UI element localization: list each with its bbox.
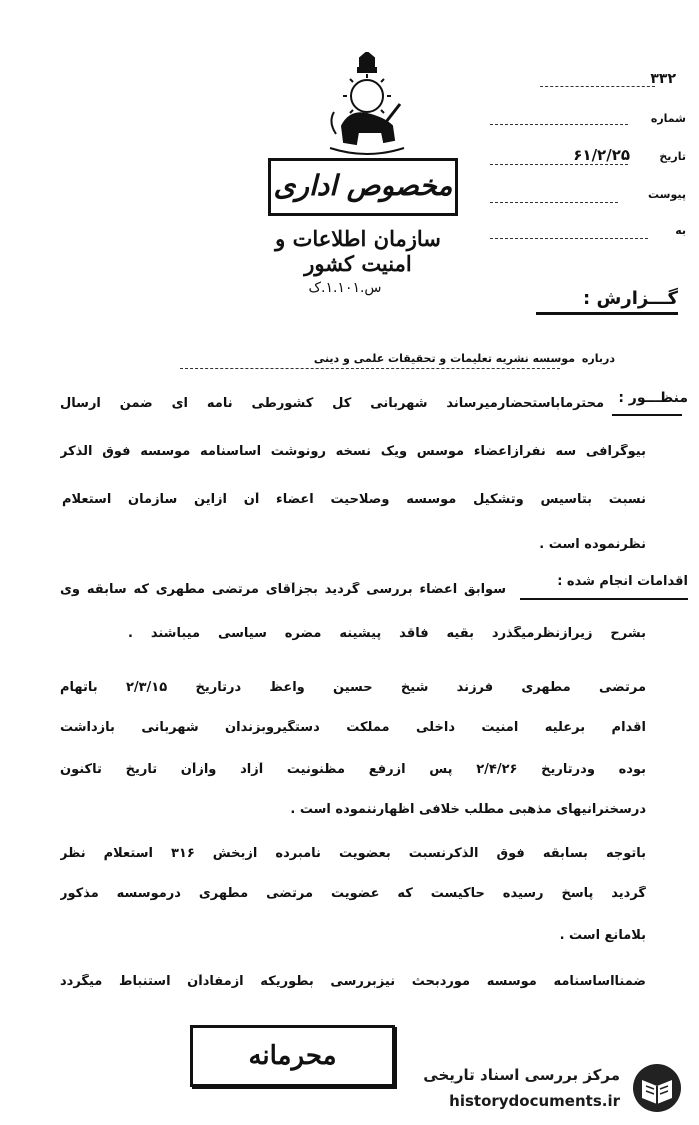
lion-and-sun-emblem (322, 52, 412, 160)
purpose-label: منظـــور : (618, 390, 688, 406)
date-label: تاریخ (659, 150, 686, 163)
number-label: شماره (650, 112, 686, 125)
attachment-label: پیوست (648, 188, 686, 201)
number-line (540, 74, 655, 87)
paragraph-3-line-3: بلامانع است . (559, 928, 646, 943)
report-title-underline (536, 312, 678, 315)
paragraph-2-line-2: اقدام برعلیه امنیت داخلی مملکت دستگیروبزندان شهربانی بازداشت (60, 720, 646, 735)
purpose-line-1: محترماباستحضارمیرساند شهربانی کل کشورطی نامه ای ضمن ارسال (60, 396, 604, 411)
actions-line-1: سوابق اعضاء بررسی گردید بجزآقای مرتضی مطهری که سابقه وی (60, 582, 506, 597)
subject-label: درباره (581, 352, 615, 365)
organization-name: سازمان اطلاعات و امنیت کشور (275, 226, 441, 276)
to-label: به (675, 224, 686, 237)
number-field-line (490, 112, 628, 125)
date-field-line (490, 152, 628, 165)
date-value: ۶۱/۲/۲۵ (573, 146, 630, 164)
paragraph-4-line-1: ضمنااساسنامه موسسه موردبحث نیزبررسی بطوریکه ازمفادآن استنباط میگردد (60, 974, 646, 989)
purpose-line-3: نسبت بتاسیس وتشکیل موسسه وصلاحیت اعضاء آن ازاین سازمان استعلام (62, 492, 646, 507)
report-title: گـــزارش : (583, 288, 678, 309)
classification-stamp-top: مخصوص اداری (268, 158, 458, 216)
subject-text: موسسه نشریه تعلیمات و تحقیقات علمی و دینی (313, 352, 575, 365)
attachment-field-line (490, 190, 618, 203)
to-field-line (490, 226, 648, 239)
organization-code: س.۱.۱۰۱.ک (308, 280, 382, 296)
watermark-url: historydocuments.ir (449, 1092, 620, 1110)
watermark-name: مرکز بررسی اسناد تاریخی (423, 1066, 620, 1084)
classification-stamp-bottom: محرمانه (190, 1025, 395, 1087)
purpose-underline (612, 414, 682, 416)
actions-line-2: بشرح زیرازنظرمیگذرد بقیه فاقد پیشینه مضره سیاسی میباشند . (128, 626, 646, 641)
subject-underline (180, 368, 560, 369)
purpose-line-2: بیوگرافی سه نفرازاعضاء موسس ویک نسخه رونوشت اساسنامه موسسه فوق الذکر (60, 444, 646, 459)
actions-label: اقدامات انجام شده : (557, 574, 688, 589)
paragraph-2-line-1: مرتضی مطهری فرزند شیخ حسین واعظ درتاریخ ۲/۳/۱۵ باتهام (60, 680, 646, 695)
purpose-line-4: نظرنموده است . (539, 537, 646, 552)
number-value: ۳۳۲ (650, 71, 676, 87)
book-logo-icon (628, 1062, 686, 1114)
paragraph-3-line-1: باتوجه بسابقه فوق الذکرنسبت بعضویت نامبرده ازبخش ۳۱۶ استعلام نظر (60, 846, 646, 861)
paragraph-2-line-3: بوده ودرتاریخ ۲/۴/۲۶ پس ازرفع مظنونیت آزاد وازآن تاریخ تاکنون (60, 762, 646, 777)
paragraph-3-line-2: گردید پاسخ رسیده حاکیست که عضویت مرتضی مطهری درموسسه مذکور (60, 886, 646, 901)
actions-underline (520, 598, 688, 600)
paragraph-2-line-4: درسخنرانیهای مذهبی مطلب خلافی اظهارننموده است . (290, 802, 646, 817)
